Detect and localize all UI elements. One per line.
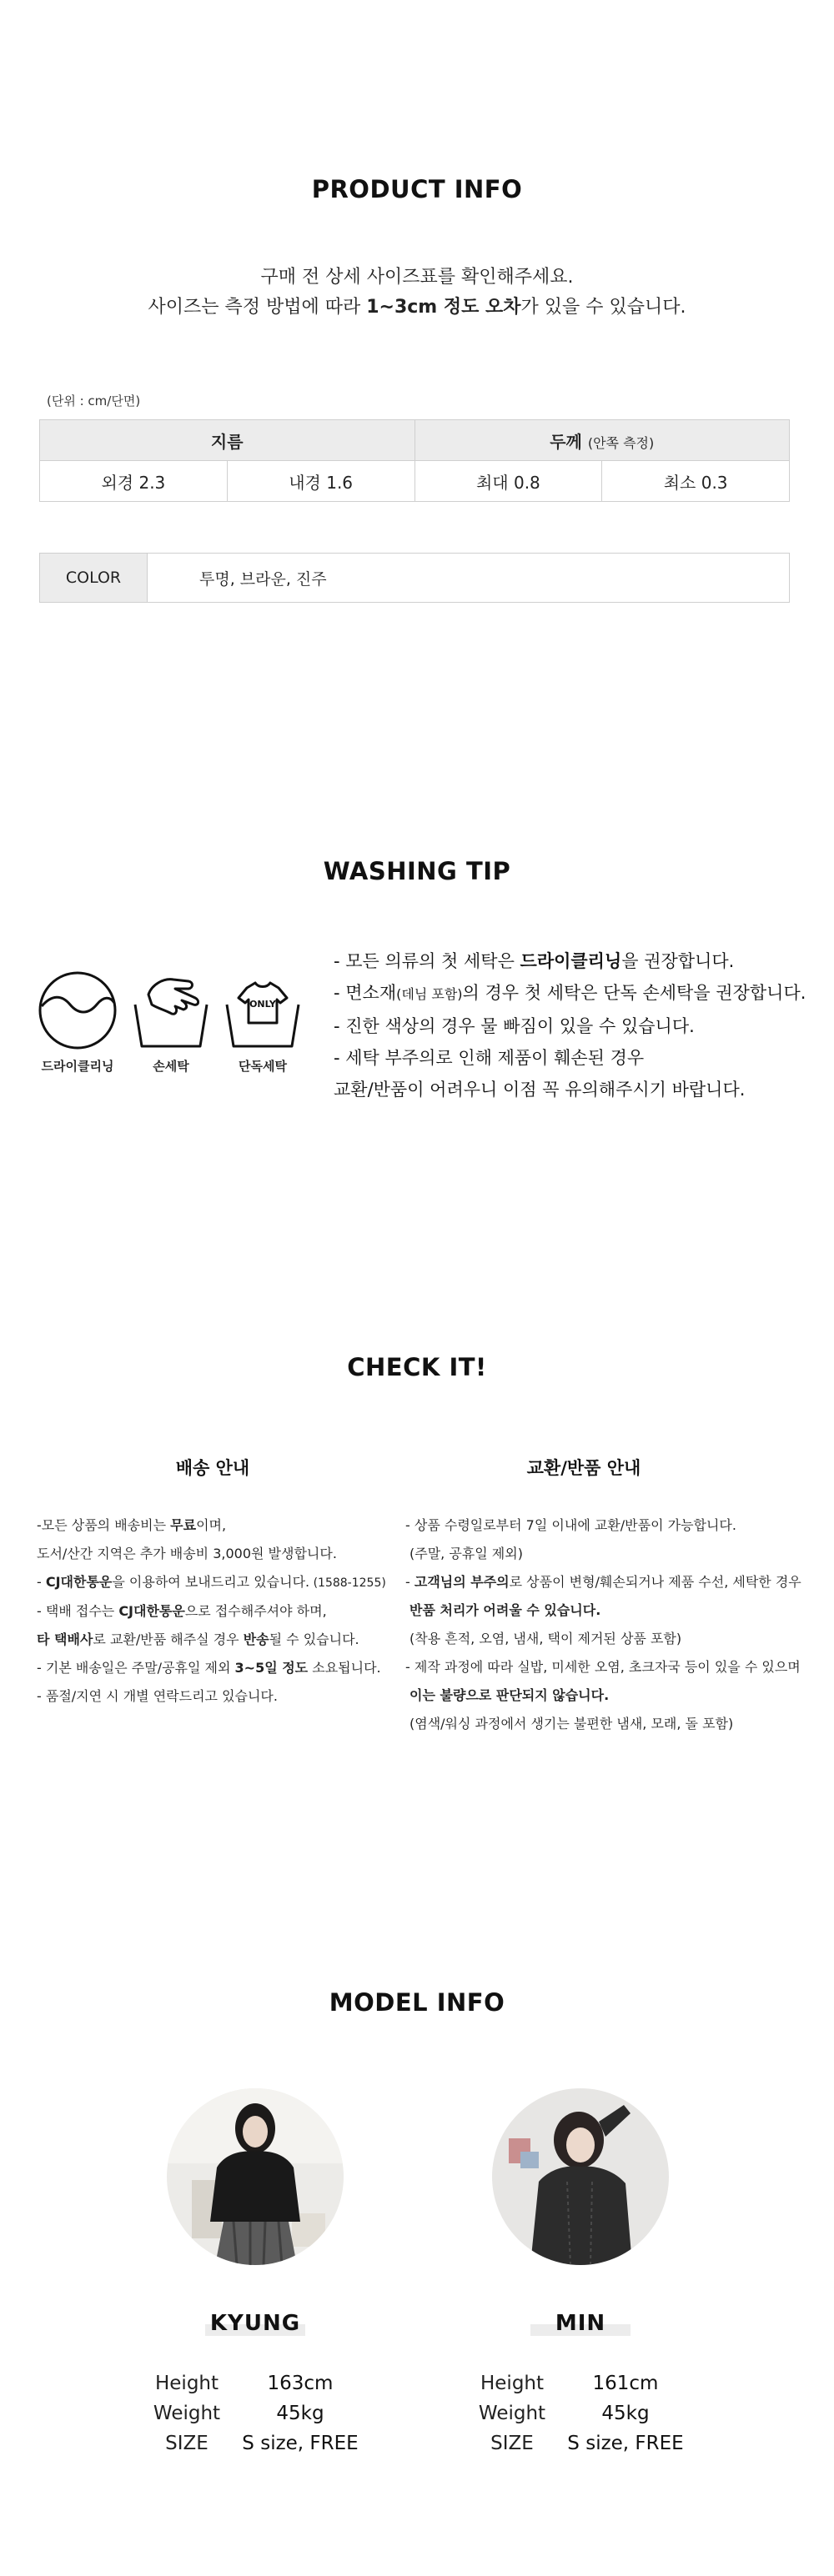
weight-value: 45kg [601,2403,650,2424]
dry-cleaning-icon [37,970,118,1051]
outer-diameter-cell: 외경 2.3 [40,461,228,502]
delivery-line: - CJ대한통운을 이용하여 보내드리고 있습니다. (1588-1255) [37,1574,386,1590]
size-label: SIZE [490,2433,534,2454]
washing-line-3: - 진한 색상의 경우 물 빠짐이 있을 수 있습니다. [334,1016,695,1036]
model-kyung-photo [167,2088,344,2265]
return-notice [405,1511,801,1738]
wash-separately-icon [222,970,304,1051]
delivery-line: -모든 상품의 배송비는 무료이며, [37,1517,227,1533]
size-notice-line2: 사이즈는 측정 방법에 따라 1~3cm 정도 오차가 있을 수 있습니다. [148,297,686,318]
min-thickness-cell: 최소 0.3 [602,461,790,502]
weight-label: Weight [478,2403,546,2424]
return-line: 반품 처리가 어려울 수 있습니다. [409,1602,601,1618]
height-label: Height [154,2373,219,2394]
weight-label: Weight [153,2403,221,2424]
delivery-line: 타 택배사로 교환/반품 해주실 경우 반송될 수 있습니다. [37,1631,359,1647]
height-value: 163cm [267,2373,334,2394]
washing-tip-title: WASHING TIP [323,857,511,885]
dry-cleaning-label: 드라이클리닝 [41,1059,114,1074]
delivery-title: 배송 안내 [175,1458,250,1478]
return-line: (착용 흔적, 오염, 냄새, 택이 제거된 상품 포함) [409,1631,682,1646]
delivery-line: - 품절/지연 시 개별 연락드리고 있습니다. [37,1688,278,1704]
check-it-title: CHECK IT! [347,1353,487,1381]
washing-line-1: - 모든 의류의 첫 세탁은 드라이클리닝을 권장합니다. [334,951,735,971]
size-label: SIZE [165,2433,208,2454]
model-name: KYUNG [209,2311,301,2336]
size-notice-line1: 구매 전 상세 사이즈표를 확인해주세요. [260,267,574,288]
color-table [39,553,790,603]
size-table [39,419,790,502]
delivery-notice [37,1511,386,1711]
hand-wash-icon [130,970,212,1051]
thickness-header: 두께 (안쪽 측정) [414,420,790,461]
unit-label: (단위 : cm/단면) [47,393,141,408]
wash-separately-label: 단독세탁 [239,1059,287,1074]
color-label: COLOR [40,554,148,603]
inner-diameter-cell: 내경 1.6 [227,461,414,502]
product-info-title: PRODUCT INFO [311,175,523,203]
washing-line-2: - 면소재(데님 포함)의 경우 첫 세탁은 단독 손세탁을 권장합니다. [334,983,806,1003]
height-value: 161cm [592,2373,659,2394]
size-value: S size, FREE [242,2433,359,2454]
washing-instructions [334,945,806,1105]
color-value: 투명, 브라운, 진주 [148,554,790,603]
delivery-line: - 택배 접수는 CJ대한통운으로 접수해주셔야 하며, [37,1603,327,1619]
weight-value: 45kg [276,2403,324,2424]
model-min-photo [492,2088,669,2265]
max-thickness-cell: 최대 0.8 [414,461,602,502]
delivery-line: - 기본 배송일은 주말/공휴일 제외 3~5일 정도 소요됩니다. [37,1660,381,1676]
model-name: MIN [555,2311,606,2336]
washing-line-4: - 세탁 부주의로 인해 제품이 훼손된 경우 [334,1048,645,1068]
height-label: Height [480,2373,545,2394]
return-line: - 고객님의 부주의로 상품이 변형/훼손되거나 제품 수선, 세탁한 경우 [405,1574,801,1590]
only-text: ONLY [249,999,276,1010]
return-title: 교환/반품 안내 [526,1458,641,1478]
return-line: (주말, 공휴일 제외) [409,1546,523,1561]
return-line: - 제작 과정에 따라 실밥, 미세한 오염, 초크자국 등이 있을 수 있으며 [405,1659,801,1675]
washing-line-5: 교환/반품이 어려우니 이점 꼭 유의해주시기 바랍니다. [334,1080,746,1100]
model-info-title: MODEL INFO [329,1988,505,2017]
diameter-header: 지름 [40,420,415,461]
delivery-line: 도서/산간 지역은 추가 배송비 3,000원 발생합니다. [37,1546,337,1561]
return-line: - 상품 수령일로부터 7일 이내에 교환/반품이 가능합니다. [405,1517,736,1533]
size-value: S size, FREE [567,2433,684,2454]
return-line: (염색/워싱 과정에서 생기는 불편한 냄새, 모래, 돌 포함) [409,1716,734,1732]
return-line: 이는 불량으로 판단되지 않습니다. [409,1687,610,1703]
hand-wash-label: 손세탁 [153,1059,189,1074]
